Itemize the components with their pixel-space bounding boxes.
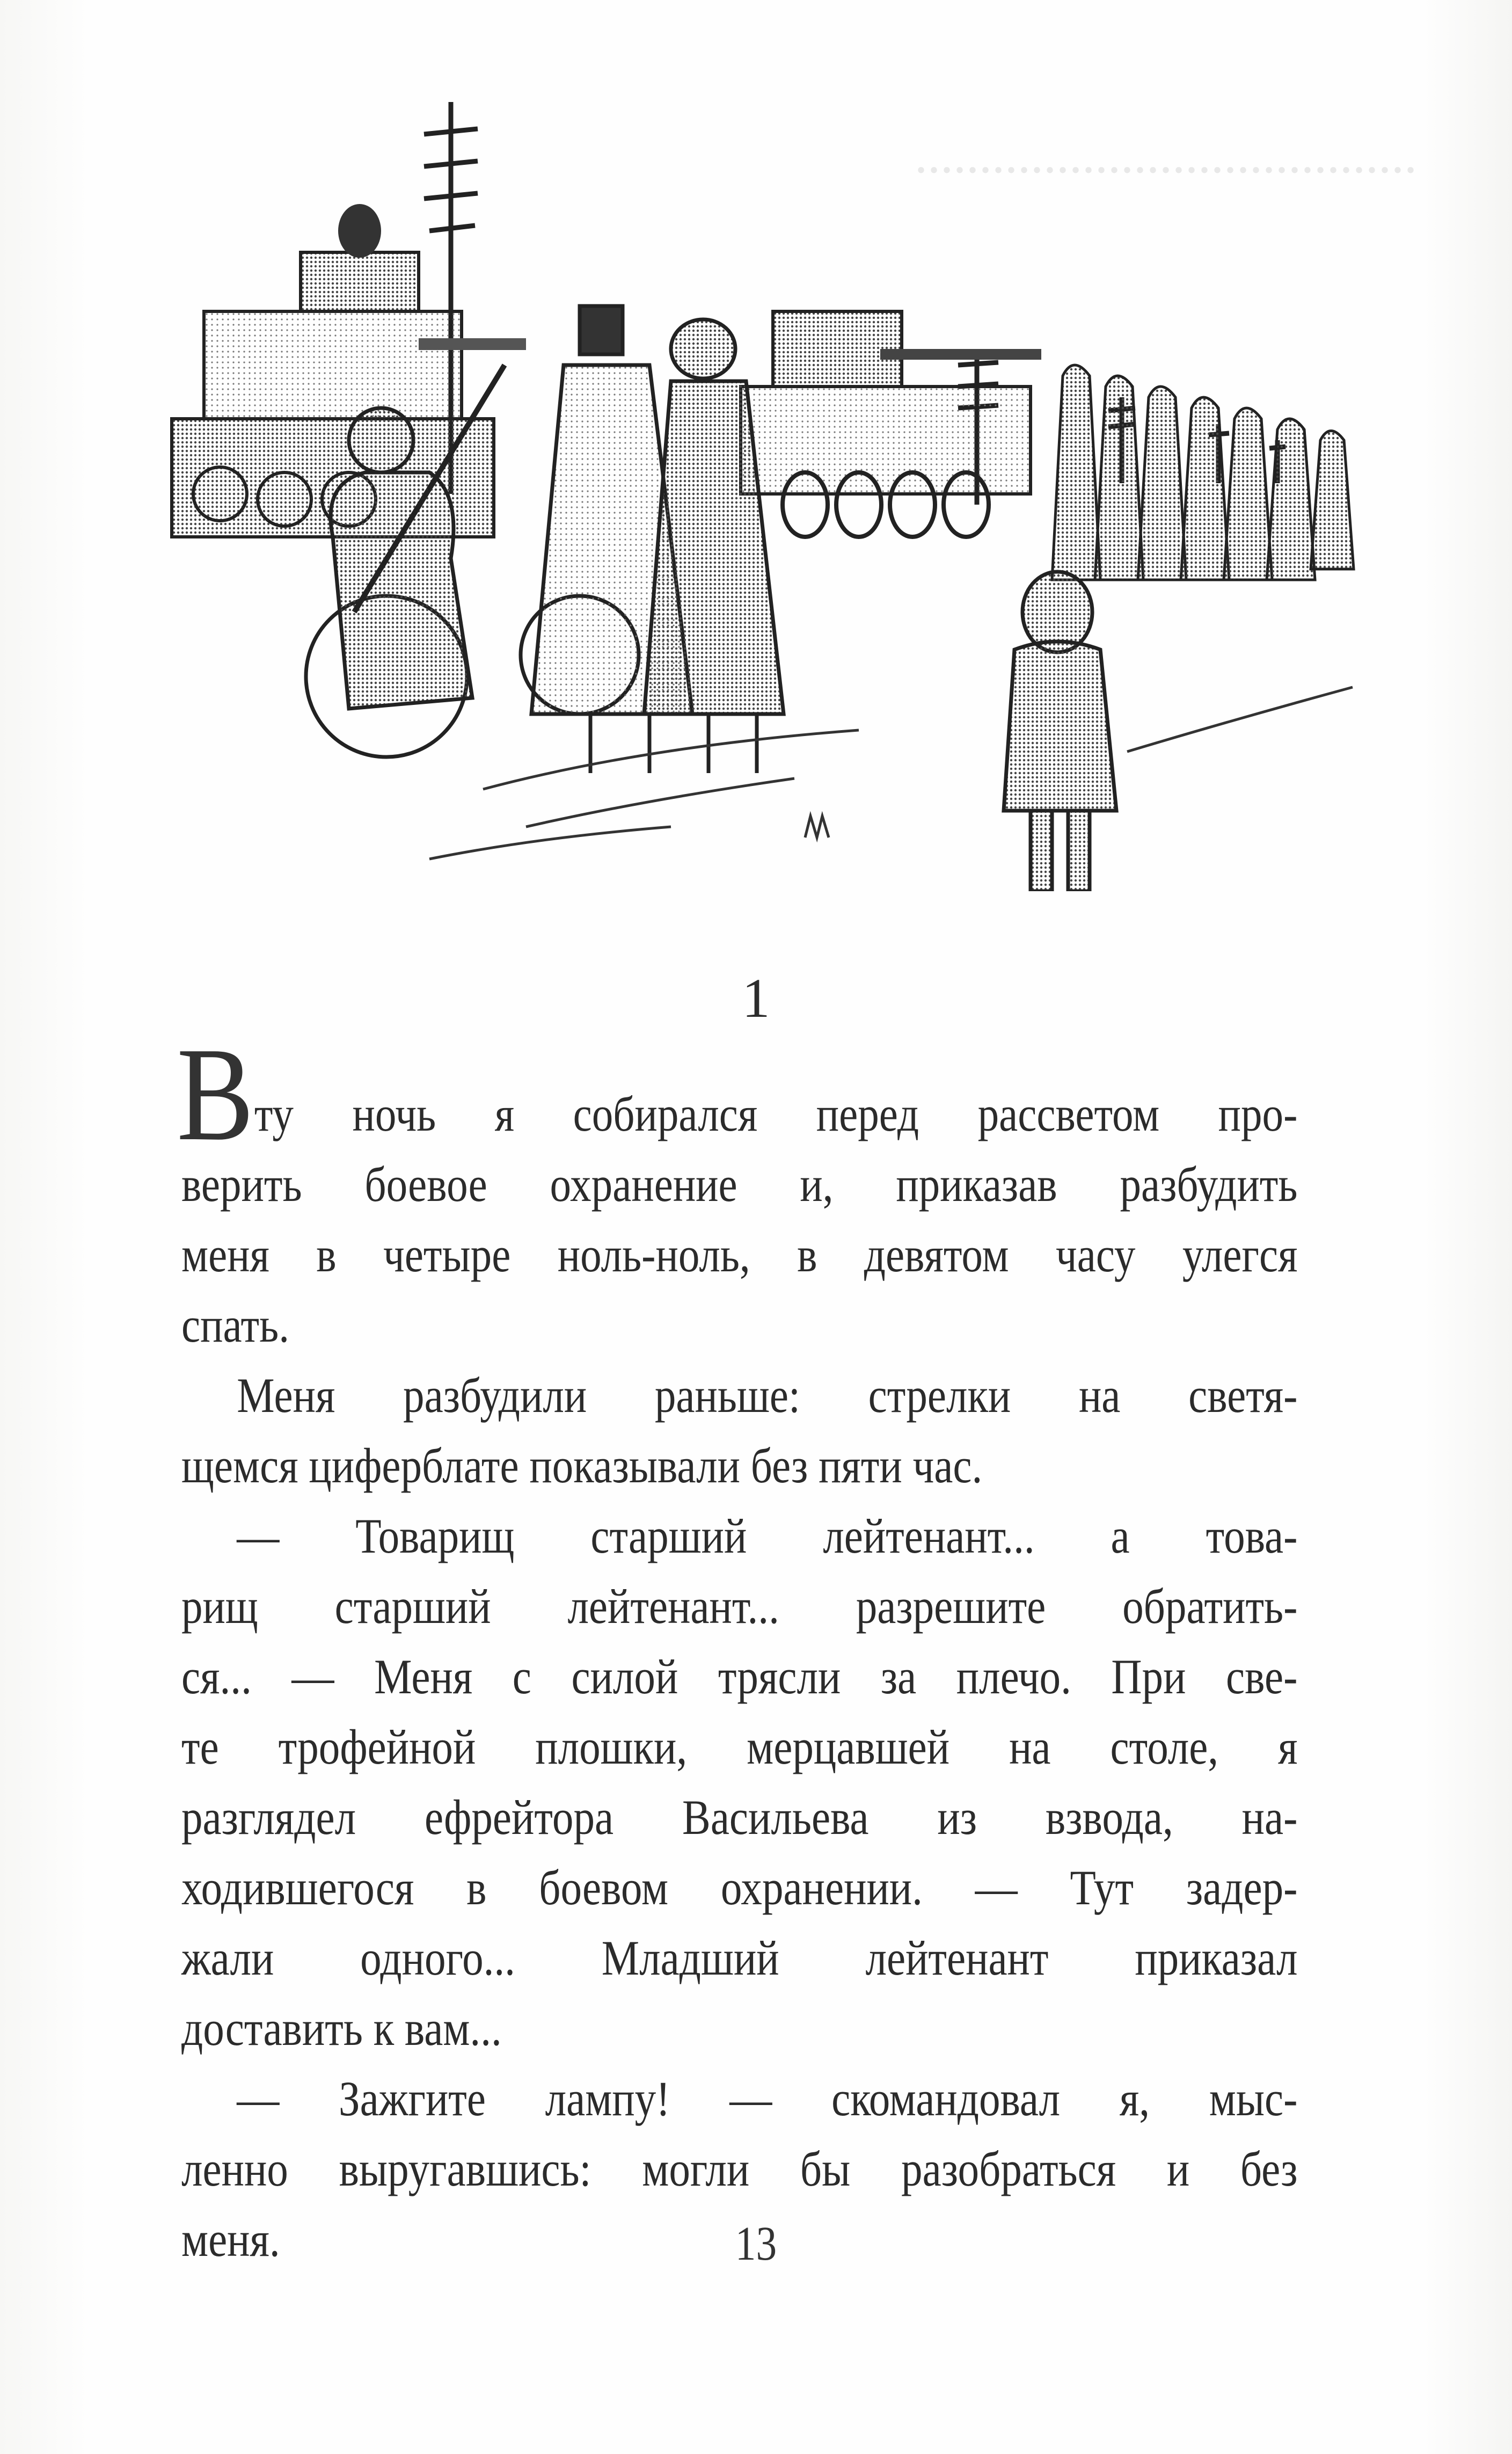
text-line: доставить к вам... <box>181 2001 502 2056</box>
text-line: те трофейной плошки, мерцавшей на столе, я <box>181 1720 1298 1774</box>
text-line: ленно выругавшись: могли бы разобраться и без <box>181 2142 1298 2196</box>
text-line: меня. <box>181 2212 280 2267</box>
show-through-text: ....................................... <box>915 126 1417 184</box>
war-scene-drawing-icon <box>107 97 1406 891</box>
chapter-number: 1 <box>742 967 770 1029</box>
text-line: ходившегося в боевом охранении. — Тут задер- <box>181 1860 1298 1915</box>
text-line: ся... — Меня с силой трясли за плечо. При све- <box>181 1649 1298 1704</box>
text-line: рищ старший лейтенант... разрешите обратить- <box>181 1579 1298 1634</box>
text-line: разглядел ефрейтора Васильева из взвода, на- <box>181 1790 1298 1845</box>
chapter-illustration <box>107 97 1406 891</box>
text-line-content: ту ночь я собирался перед рассветом про- <box>254 1087 1298 1141</box>
text-line: меня в четыре ноль-ноль, в девятом часу улегся <box>181 1227 1298 1282</box>
body-text <box>177 1020 1298 2275</box>
text-line: — Товарищ старший лейтенант... а това- <box>237 1509 1298 1563</box>
text-line: верить боевое охранение и, приказав разбудить <box>181 1157 1298 1212</box>
text-line: щемся циферблате показывали без пяти час. <box>181 1438 983 1493</box>
page-number: 13 <box>735 2217 777 2270</box>
text-line: — Зажгите лампу! — скомандовал я, мыс- <box>237 2071 1298 2126</box>
text-line: жали одного... Младший лейтенант приказал <box>181 1931 1298 1985</box>
text-line <box>177 1020 1298 1169</box>
text-line: Меня разбудили раньше: стрелки на светя- <box>237 1368 1298 1423</box>
drop-cap: В <box>177 1020 254 1169</box>
text-line: спать. <box>181 1298 289 1352</box>
